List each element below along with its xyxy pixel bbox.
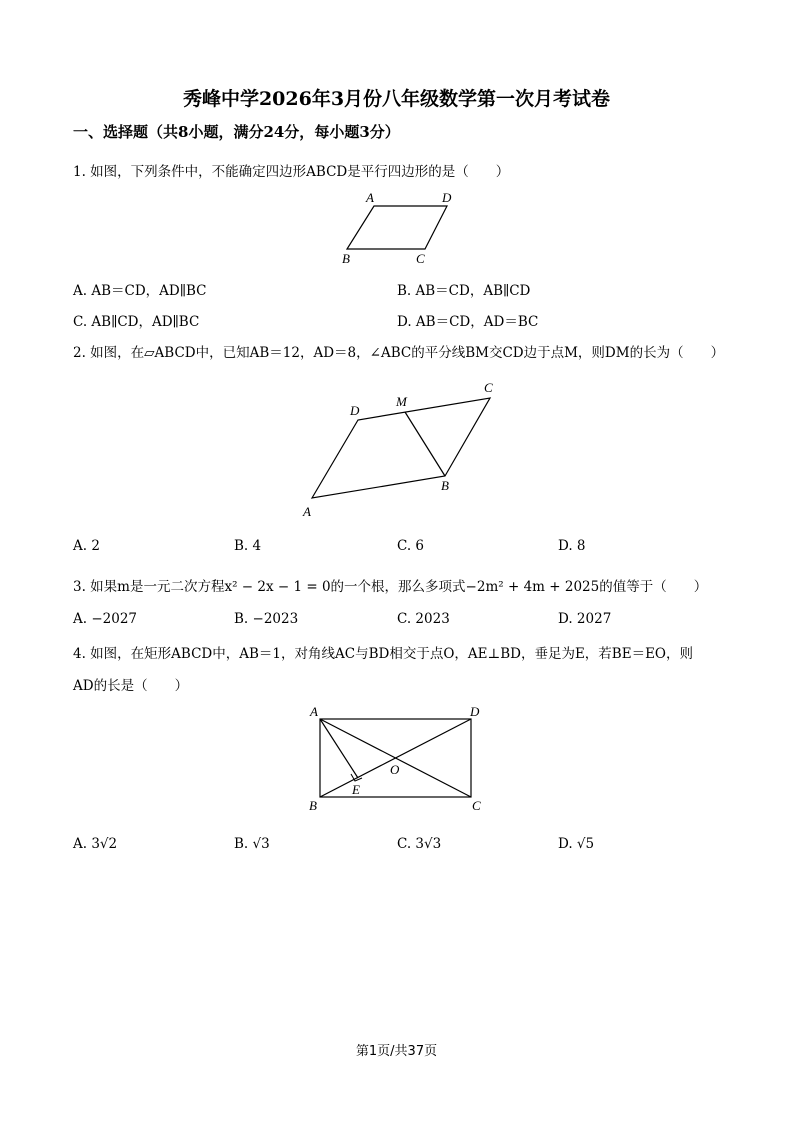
figure-q4-rectangle — [300, 702, 490, 817]
label-d: D — [350, 403, 360, 418]
label-c: C — [416, 251, 425, 265]
label-d: D — [470, 704, 480, 719]
q2-option-b[interactable]: B. 4 — [234, 538, 262, 554]
q4-option-b[interactable]: B. √3 — [234, 836, 270, 852]
label-b: B — [309, 798, 317, 813]
q1-option-b[interactable]: B. AB＝CD，AB∥CD — [397, 283, 531, 299]
page-footer: 第1页/共37页 — [355, 1044, 438, 1059]
perpendicular-ae — [320, 719, 358, 778]
question-4-stem-line1: 4. 如图，在矩形ABCD中，AB＝1，对角线AC与BD相交于点O，AE⊥BD，垂足为E，若BE＝EO，则 — [73, 646, 693, 662]
q4-option-c[interactable]: C. 3√3 — [397, 836, 442, 852]
label-a: A — [366, 190, 374, 205]
question-4-stem-line2: AD的长是（ ） — [73, 678, 189, 694]
q4-option-d[interactable]: D. √5 — [558, 836, 595, 852]
label-m: M — [396, 394, 407, 409]
q2-option-c[interactable]: C. 6 — [397, 538, 425, 554]
page-title: 秀峰中学2026年3月份八年级数学第一次月考试卷 — [182, 88, 611, 110]
label-a: A — [310, 704, 318, 719]
question-2-stem: 2. 如图，在▱ABCD中，已知AB＝12，AD＝8，∠ABC的平分线BM交CD边于点M，则DM的长为（ ） — [73, 345, 725, 361]
q3-option-a[interactable]: A. −2027 — [73, 611, 137, 627]
bisector-bm — [405, 412, 445, 476]
q3-option-d[interactable]: D. 2027 — [558, 611, 612, 627]
question-1-stem: 1. 如图，下列条件中，不能确定四边形ABCD是平行四边形的是（ ） — [73, 164, 510, 180]
q2-option-d[interactable]: D. 8 — [558, 538, 586, 554]
q1-option-a[interactable]: A. AB＝CD，AD∥BC — [73, 283, 207, 299]
q1-option-c[interactable]: C. AB∥CD，AD∥BC — [73, 314, 200, 330]
question-3-stem: 3. 如果m是一元二次方程x² − 2x − 1 = 0的一个根，那么多项式−2m² + 4m + 2025的值等于（ ） — [73, 579, 708, 595]
parallelogram-shape — [347, 206, 447, 249]
q3-option-c[interactable]: C. 2023 — [397, 611, 450, 627]
label-d: D — [442, 190, 452, 205]
label-o: O — [390, 762, 400, 777]
q2-option-a[interactable]: A. 2 — [73, 538, 100, 554]
q1-option-d[interactable]: D. AB＝CD，AD＝BC — [397, 314, 539, 330]
label-c: C — [484, 380, 493, 395]
label-b: B — [441, 478, 449, 493]
label-a: A — [303, 504, 311, 519]
figure-q2-parallelogram — [295, 378, 510, 523]
label-c: C — [472, 798, 481, 813]
label-b: B — [342, 251, 350, 265]
q4-option-a[interactable]: A. 3√2 — [73, 836, 118, 852]
q3-option-b[interactable]: B. −2023 — [234, 611, 299, 627]
section-heading: 一、选择题（共8小题，满分24分，每小题3分） — [73, 123, 400, 141]
parallelogram-abcd — [312, 398, 490, 498]
figure-q1-parallelogram — [330, 190, 470, 265]
label-e: E — [352, 782, 360, 797]
